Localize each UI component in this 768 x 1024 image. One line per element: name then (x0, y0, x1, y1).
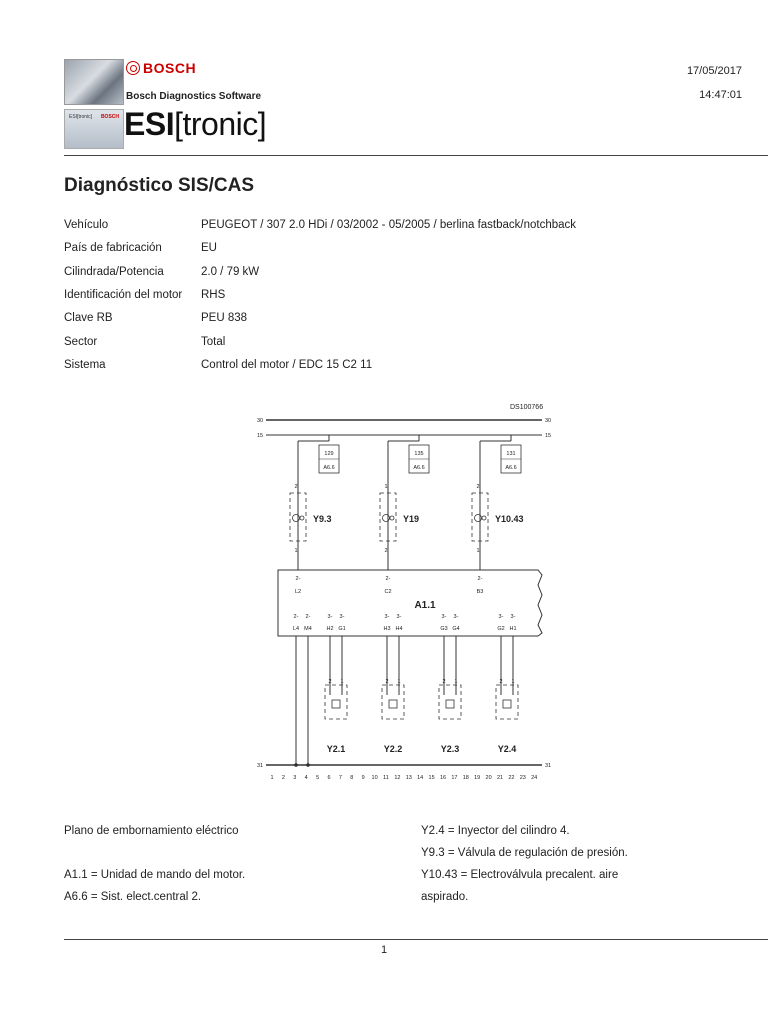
injector-name: Y2.2 (383, 744, 403, 754)
connector-number: 131 (506, 451, 516, 457)
ecu-pin: 2- (293, 614, 299, 620)
legend-left (64, 820, 394, 908)
info-label: Vehículo (64, 219, 109, 231)
valve-pin: 1 (384, 484, 388, 490)
connector-ref: A6.6 (413, 465, 425, 471)
rail-label: 30 (544, 418, 552, 424)
info-label: Cilindrada/Potencia (64, 265, 164, 278)
terminal-number: 22 (508, 775, 515, 781)
info-value: 2.0 / 79 kW (201, 265, 260, 278)
wiring-diagram (250, 395, 560, 790)
info-label: Identificación del motor (64, 288, 183, 301)
info-value: RHS (201, 288, 226, 301)
info-value: PEUGEOT / 307 2.0 HDi / 03/2002 - 05/2005 / berlina fastback/notchback (201, 219, 577, 231)
rail-label: 30 (256, 418, 264, 424)
valve-name: Y19 (403, 514, 420, 524)
ecu-pin: C2 (384, 589, 392, 595)
injector-pin: 2 (328, 679, 332, 685)
injector-pin: 1 (454, 679, 458, 685)
injector-name: Y2.4 (497, 744, 517, 754)
terminal-number: 8 (350, 775, 354, 781)
terminal-number: 7 (338, 775, 342, 781)
valve-coil-icon (390, 516, 394, 520)
print-time: 14:47:01 (699, 89, 742, 101)
ecu-pin: 3- (453, 614, 459, 620)
legend-line: A1.1 = Unidad de mando del motor. (64, 869, 246, 881)
terminal-number: 11 (383, 775, 389, 781)
ecu-pin: 2- (477, 576, 483, 582)
ecu-pin: L4 (292, 626, 300, 632)
connector-number: 135 (414, 451, 424, 457)
rail-label: 15 (544, 433, 552, 439)
legend-line (64, 842, 394, 864)
connector-ref: A6.6 (505, 465, 517, 471)
injector-coil-icon (389, 700, 397, 708)
header-divider (64, 155, 768, 156)
ecu-pin: G3 (440, 626, 448, 632)
injector-coil-icon (446, 700, 454, 708)
ecu-pin: 2- (385, 576, 391, 582)
legend-line: Y10.43 = Electroválvula precalent. aire (421, 869, 619, 881)
ecu-pin: G4 (452, 626, 460, 632)
ecu-pin: L2 (294, 589, 302, 595)
terminal-number: 9 (361, 775, 365, 781)
valve-pin: 1 (476, 548, 480, 554)
diagram-id: DS100766 (510, 404, 544, 411)
injector-name: Y2.1 (326, 744, 346, 754)
esitronic-logo: ESI[tronic] (124, 106, 267, 142)
info-label: Clave RB (64, 312, 113, 325)
injector-pin: 1 (511, 679, 515, 685)
ecu-pin: B3 (476, 589, 484, 595)
legend-line: aspirado. (421, 891, 469, 903)
connector-ref: A6.6 (323, 465, 335, 471)
valve-coil-icon (482, 516, 486, 520)
terminal-number: 3 (293, 775, 297, 781)
terminal-number: 1 (270, 775, 274, 781)
injector-box (325, 685, 347, 719)
terminal-number: 15 (428, 775, 435, 781)
valve-pin: 2 (476, 484, 480, 490)
info-label: País de fabricación (64, 242, 162, 255)
brand-name: BOSCH (143, 60, 197, 76)
footer-divider (64, 939, 768, 940)
legend-line: Plano de embornamiento eléctrico (64, 825, 239, 837)
terminal-number: 23 (519, 775, 526, 781)
ecu-pin: 3- (339, 614, 345, 620)
info-value: Control del motor / EDC 15 C2 11 (201, 358, 373, 371)
terminal-number: 13 (405, 775, 412, 781)
terminal-number: 6 (327, 775, 331, 781)
info-value: Total (201, 335, 226, 348)
connector-number: 129 (324, 451, 334, 457)
valve-pin: 1 (294, 548, 298, 554)
terminal-number: 12 (394, 775, 401, 781)
ecu-pin: G1 (338, 626, 346, 632)
ecu-pin: 3- (327, 614, 333, 620)
injector-name: Y2.3 (440, 744, 460, 754)
terminal-number: 20 (485, 775, 492, 781)
print-date: 17/05/2017 (686, 65, 742, 77)
valve-coil-icon (300, 516, 304, 520)
injector-coil-icon (332, 700, 340, 708)
valve-pin: 2 (294, 484, 298, 490)
legend-line: Y9.3 = Válvula de regulación de presión. (421, 847, 628, 859)
rail-label: 31 (256, 763, 264, 769)
ecu-name: A1.1 (414, 600, 436, 611)
rail-label: 15 (256, 433, 264, 439)
terminal-number: 16 (439, 775, 447, 781)
page-number: 1 (380, 944, 388, 956)
ecu-pin: 2- (295, 576, 301, 582)
terminal-number: 5 (316, 775, 320, 781)
ecu-pin: 2- (305, 614, 311, 620)
thumbnail-brand: BOSCH (100, 114, 119, 120)
ecu-pin: H1 (509, 626, 517, 632)
ecu-pin: H2 (326, 626, 334, 632)
ecu-pin: 3- (498, 614, 504, 620)
info-label: Sector (64, 335, 98, 348)
injector-pin: 2 (499, 679, 503, 685)
terminal-number: 19 (474, 775, 481, 781)
valve-pin: 2 (384, 548, 388, 554)
valve-name: Y9.3 (313, 514, 332, 524)
ecu-pin: 3- (396, 614, 402, 620)
page-title: Diagnóstico SIS/CAS (64, 175, 255, 196)
product-name: Bosch Diagnostics Software (126, 91, 262, 102)
ecu-pin: M4 (304, 626, 312, 632)
info-value: EU (201, 242, 217, 255)
injector-box (382, 685, 404, 719)
info-label: Sistema (64, 358, 106, 371)
ecu-pin: H3 (383, 626, 391, 632)
ecu-pin: 3- (384, 614, 390, 620)
ecu-pin: 3- (510, 614, 516, 620)
esitronic-thumbnail (64, 109, 124, 149)
header-photo (64, 59, 124, 105)
terminal-number: 2 (281, 775, 285, 781)
ecu-pin: G2 (497, 626, 505, 632)
legend-right (421, 820, 751, 908)
info-value: PEU 838 (201, 312, 248, 325)
injector-pin: 1 (340, 679, 344, 685)
thumbnail-label: ESI[tronic] (69, 114, 93, 120)
terminal-number: 14 (417, 775, 424, 781)
terminal-number: 21 (496, 775, 504, 781)
ecu-pin: 3- (441, 614, 447, 620)
injector-box (496, 685, 518, 719)
injector-box (439, 685, 461, 719)
legend-line: A6.6 = Sist. elect.central 2. (64, 891, 202, 903)
valve-name: Y10.43 (495, 514, 524, 524)
ecu-pin: H4 (395, 626, 403, 632)
terminal-number: 10 (371, 775, 378, 781)
terminal-number: 18 (462, 775, 469, 781)
injector-pin: 1 (397, 679, 401, 685)
terminal-number: 4 (304, 775, 308, 781)
injector-coil-icon (503, 700, 511, 708)
bosch-logo-icon (126, 61, 140, 75)
rail-label: 31 (544, 763, 552, 769)
injector-pin: 2 (385, 679, 389, 685)
legend-line: Y2.4 = Inyector del cilindro 4. (421, 825, 570, 837)
terminal-number: 24 (531, 775, 538, 781)
terminal-number: 17 (451, 775, 458, 781)
injector-pin: 2 (442, 679, 446, 685)
